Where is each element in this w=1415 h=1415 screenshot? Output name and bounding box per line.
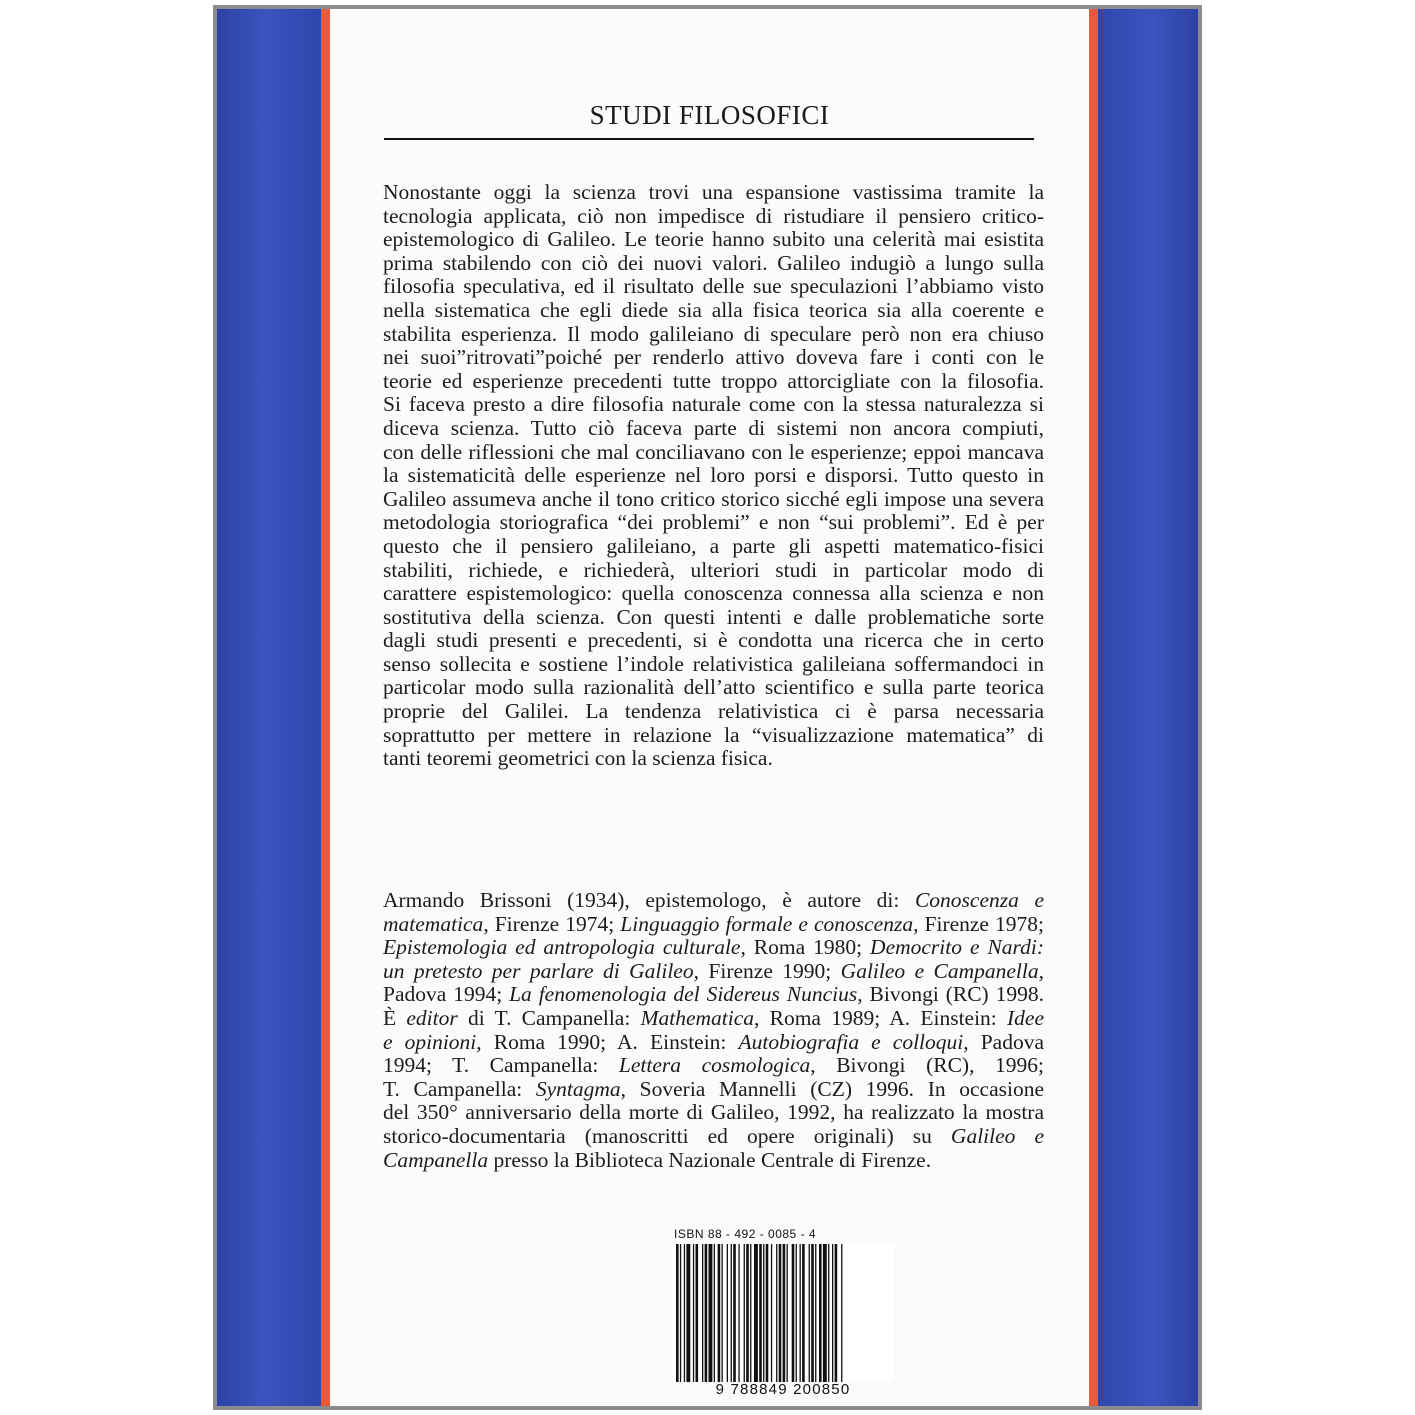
barcode-bar [776,1244,777,1382]
bio-line: e opinioni, Roma 1990; A. Einstein: Autobiografia e colloqui, Padova [383,1029,1044,1054]
barcode-bar [823,1244,827,1382]
barcode-bar [796,1244,797,1382]
barcode-bar [738,1244,739,1382]
series-title: STUDI FILOSOFICI [589,100,830,130]
description-line: proprie del Galilei. La tendenza relativistica ci è parsa necessaria [383,699,1044,724]
bio-line: È editor di T. Campanella: Mathematica, Roma 1989; A. Einstein: Idee [383,1005,1045,1030]
barcode-bar [718,1244,721,1382]
isbn-label: ISBN 88 - 492 - 0085 - 4 [674,1227,817,1241]
bio-line: Campanella presso la Biblioteca Nazionale Centrale di Firenze. [383,1147,932,1172]
title-rule [384,138,1034,140]
barcode-bar [771,1244,772,1382]
barcode-bar [763,1244,764,1382]
description-line: questo che il pensiero galileiano, a parte gli aspetti matematico-fisici [383,533,1044,558]
barcode-bar [693,1244,694,1382]
description-line: Si faceva presto a dire filosofia naturale come con la stessa naturalezza si [383,392,1044,417]
description-line: soprattutto per mettere in relazione la “visualizzazione matematica” di [383,722,1044,747]
description-line: teorie ed esperienze precedenti tutte troppo attorcigliate con la filosofia. [383,368,1044,393]
bio-line: matematica, Firenze 1974; Linguaggio formale e conoscenza, Firenze 1978; [383,911,1044,936]
barcode-bar [727,1244,728,1382]
description-line: filosofia speculativa, ed il risultato delle sue speculazioni l’abbiamo visto [383,274,1044,299]
description-line: tecnologia applicata, ciò non impedisce di ristudiare il pensiero critico- [383,203,1044,228]
bio-line: Padova 1994; La fenomenologia del Sidereus Nuncius, Bivongi (RC) 1998. [383,982,1044,1007]
barcode-bar [702,1244,703,1382]
description-line: tanti teoremi geometrici con la scienza fisica. [383,746,773,771]
right-red-band [1089,9,1098,1406]
description-line: prima stabilendo con ciò dei nuovi valori. Galileo indugiò a lungo sulla [383,250,1044,275]
book-description [383,181,1044,771]
bio-line: 1994; T. Campanella: Lettera cosmologica, Bivongi (RC), 1996; [383,1053,1044,1078]
description-line: la sistematicità delle esperienze nel loro porsi e disporsi. Tutto questo in [383,463,1044,488]
description-line: stabiliti, richiede, e richiederà, ulteriori studi in particolar modo di [383,557,1044,582]
description-line: Galileo assumeva anche il tono critico storico sicché egli impose una severa [383,486,1044,511]
text-panel [330,9,1089,1406]
barcode-bar [811,1244,814,1382]
barcode-bar [815,1244,816,1382]
bio-line: Armando Brissoni (1934), epistemologo, è autore di: Conoscenza e [383,888,1045,912]
barcode-bar [828,1244,829,1382]
book-back-cover [213,5,1202,1410]
barcode-bar [819,1244,822,1382]
barcode-bar [779,1244,782,1382]
barcode-bar [835,1244,838,1382]
barcode-bar [792,1244,795,1382]
bio-line: un pretesto per parlare di Galileo, Firenze 1990; Galileo e Campanella, [383,958,1045,983]
description-line: nei suoi”ritrovati”poiché per renderlo attivo doveva fare i conti con le [383,345,1044,370]
barcode-bar [676,1244,679,1382]
barcode-bar [832,1244,833,1382]
barcode-bar [809,1244,810,1382]
barcode-bar [746,1244,749,1382]
barcode-bar [684,1244,685,1382]
barcode-bar [841,1244,842,1382]
barcode-bar [705,1244,708,1382]
description-line: diceva scienza. Tutto ciò faceva parte di sistemi non ancora compiuti, [383,415,1044,440]
description-line: nella sistematica che egli diede sia alla fisica teorica sia alla coerente e [383,297,1044,322]
barcode-bar [731,1244,732,1382]
barcode-bar [696,1244,699,1382]
description-line: sostitutiva della scienza. Con questi intenti e dalle problematiche sorte [383,604,1044,629]
barcode-bar [686,1244,690,1382]
barcode-bar [744,1244,745,1382]
barcode-bar [709,1244,713,1382]
barcode-bar [714,1244,715,1382]
barcode [672,1244,894,1382]
right-blue-band [1098,9,1198,1406]
barcode-bar [750,1244,751,1382]
barcode-bar [722,1244,723,1382]
description-line: metodologia storiografica “dei problemi” e non “sui problemi”. Ed è per [383,510,1044,535]
description-line: epistemologico di Galileo. Le teorie hanno subito una celerità mai esistita [383,227,1044,252]
description-line: particolar modo sulla razionalità dell’atto scientifico e sulla parte teorica [383,675,1044,700]
barcode-bar [680,1244,681,1382]
barcode-bar [733,1244,736,1382]
barcode-bar [759,1244,762,1382]
barcode-bar [754,1244,758,1382]
description-line: stabilita esperienza. Il modo galileiano di speculare però non era chiuso [383,321,1044,346]
barcode-digits: 9 788849 200850 [715,1381,851,1398]
barcode-bar [802,1244,805,1382]
description-line: senso sollecita e sostiene l’indole relativistica galileiana soffermandoci in [383,651,1044,676]
description-line: Nonostante oggi la scienza trovi una espansione vastissima tramite la [383,180,1044,204]
description-line: con delle riflessioni che mal conciliavano con le esperienze; eppoi mancava [383,439,1044,464]
bio-line: storico-documentaria (manoscritti ed opere originali) su Galileo e [383,1123,1044,1148]
left-red-band [321,9,330,1406]
bio-line: T. Campanella: Syntagma, Soveria Mannelli (CZ) 1996. In occasione [383,1076,1045,1101]
barcode-bar [783,1244,786,1382]
bio-line: del 350° anniversario della morte di Galileo, 1992, ha realizzato la mostra [383,1100,1044,1125]
description-line: dagli studi presenti e precedenti, si è condotta una ricerca che in certo [383,628,1044,653]
description-line: carattere espistemologico: quella conoscenza connessa alla scienza e non [383,581,1044,606]
bio-line: Epistemologia ed antropologia culturale, Roma 1980; Democrito e Nardi: [383,935,1044,960]
author-bio [383,889,1044,1172]
left-blue-band [217,9,321,1406]
barcode-bar [800,1244,801,1382]
barcode-bar [766,1244,769,1382]
barcode-bar [787,1244,788,1382]
